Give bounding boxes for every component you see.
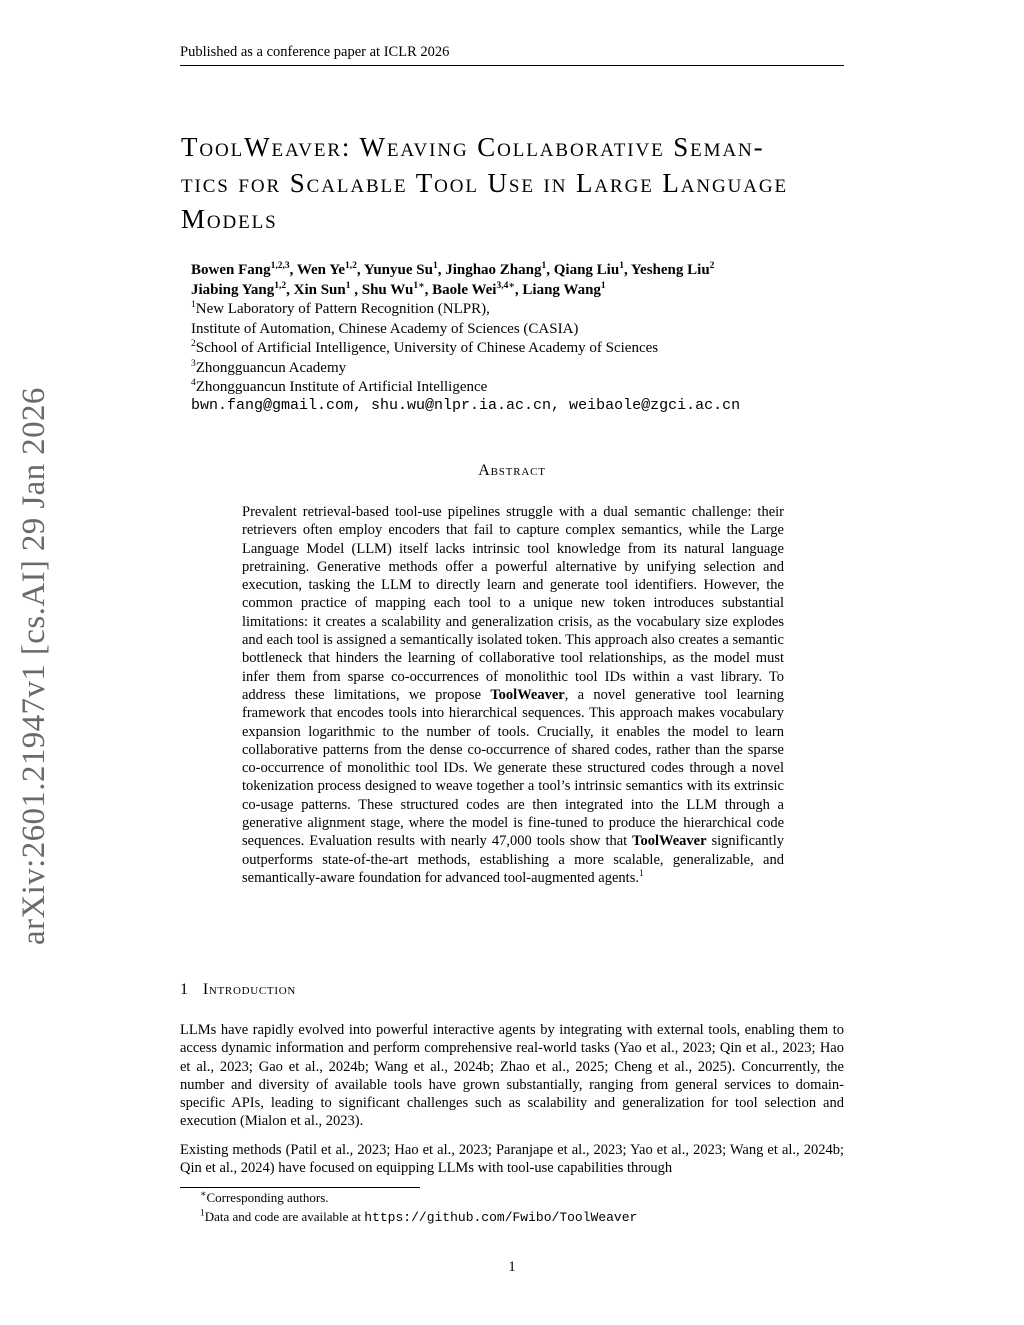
author-affil-sup: 1,2 <box>274 281 287 291</box>
author-affil-sup: 3,4∗ <box>496 281 515 291</box>
author-name: Shu Wu <box>361 282 414 298</box>
footnote-mark: ∗ <box>200 1189 207 1200</box>
code-url-link[interactable]: https://github.com/Fwibo/ToolWeaver <box>364 1210 638 1225</box>
page-number: 1 <box>508 1259 516 1275</box>
affiliation-text: Zhongguancun Institute of Artificial Intelligence <box>195 379 488 395</box>
title-line-2: tics for Scalable Tool Use in Large Language <box>181 168 789 198</box>
author-affil-sup: 2 <box>709 261 715 271</box>
paper-title <box>181 129 851 237</box>
author-affil-sup: 1,2,3 <box>270 261 290 271</box>
author-name: Baole Wei <box>432 282 497 298</box>
affiliation-text: Zhongguancun Academy <box>195 359 347 376</box>
affiliation-text: Institute of Automation, Chinese Academy of Sciences (CASIA) <box>191 320 579 337</box>
affiliation-sup: 4 <box>191 378 196 388</box>
abstract-method-name: ToolWeaver <box>632 833 707 850</box>
footnote-mark: 1 <box>200 1208 205 1219</box>
author-name: Bowen Fang <box>191 262 271 278</box>
abstract-text: Prevalent retrieval-based tool-use pipelines struggle with a dual semantic challenge: their retrievers often employ encoders that fail to capture complex semantics, while the Large Language Model (LLM) itself lacks intrinsic tool knowledge from its natural language pretraining. Generative methods offer a powerful alternative by unifying selection and execution, tasking the LLM to directly learn and generate tool identifiers. However, the common practice of mapping each tool to a unique new token introduces substantial limitations: it creates a scalability and generalization crisis, as the vocabulary size explodes and each tool is assigned a semantically isolated token. This approach also creates a semantic bottleneck that hinders the learning of collaborative tool relationships, as the model must infer them from sparse co-occurrences of monolithic tool IDs within a vast library. To address these limitations, we propose <box>242 504 784 703</box>
author-affil-sup: 1 <box>541 261 547 271</box>
footnote-text: Data and code are available at <box>204 1209 365 1224</box>
affiliation-text: School of Artificial Intelligence, University of Chinese Academy of Sciences <box>195 340 659 356</box>
abstract-heading: Abstract <box>478 462 546 479</box>
intro-paragraph-2: Existing methods (Patil et al., 2023; Hao et al., 2023; Paranjape et al., 2023; Yao et al., 2023; Wang et al., 2024b; Qin et al., 2024) have focused on equipping LLMs with tool-use capabilities through <box>180 1142 844 1177</box>
author-name: Yesheng Liu <box>630 262 710 278</box>
section-heading-introduction <box>180 981 844 999</box>
author-emails[interactable]: bwn.fang@gmail.com, shu.wu@nlpr.ia.ac.cn, weibaole@zgci.ac.cn <box>191 397 741 414</box>
author-affil-sup: 1 <box>432 261 438 271</box>
title-line-3: Models <box>181 204 278 234</box>
author-name: Xin Sun <box>293 282 346 298</box>
footnote-corresponding <box>200 1190 840 1206</box>
author-name: Jinghao Zhang <box>445 262 542 278</box>
author-name: Jiabing Yang <box>191 282 275 298</box>
author-name: Yunyue Su <box>363 262 433 278</box>
running-header: Published as a conference paper at ICLR 2026 <box>180 44 450 60</box>
author-affil-sup: 1 <box>345 281 351 291</box>
affiliation-line <box>191 300 851 320</box>
author-line-2: Jiabing Yang$^{1,2}$, Xin Sun$^1$ , Shu $Wu^{1∗}$, Baole Wei$^{3,4∗}$, Liang Wang$^1$ <box>191 281 606 298</box>
abstract-text: , a novel generative tool learning framework that encodes tools into hierarchical sequences. This approach makes vocabulary expansion logarithmic to the number of tools. Crucially, it enables the model to learn collaborative patterns from the dense co-occurrence of shared codes, rather than the sparse co-occurrence of monolithic tool IDs. We generate these structured codes through a novel tokenization process designed to weave together a tool’s intrinsic semantics with its extrinsic co-usage patterns. These structured codes are then integrated into the LLM through a generative alignment stage, where the model is fine-tuned to produce the hierarchical code sequences. Evaluation results with nearly 47,000 tools show that <box>242 686 785 850</box>
affiliation-sup: 2 <box>191 339 196 349</box>
section-title: Introduction <box>202 981 296 998</box>
author-name: Qiang Liu <box>553 262 620 278</box>
footnote-ref[interactable]: 1 <box>638 869 644 880</box>
footnote-rule <box>180 1187 420 1188</box>
header-rule <box>180 65 844 66</box>
affiliation-text: New Laboratory of Pattern Recognition (NLPR), <box>195 301 490 317</box>
abstract-body <box>242 503 784 887</box>
affiliation-sup: 3 <box>191 358 196 369</box>
arxiv-stamp[interactable]: arXiv:2601.21947v1 [cs.AI] 29 Jan 2026 <box>16 387 52 945</box>
affiliation-line <box>191 359 851 379</box>
intro-paragraph-1: LLMs have rapidly evolved into powerful interactive agents by integrating with external tools, enabling them to access dynamic information and perform comprehensive real-world tasks (Yao et al., 2023; Qin et al., 2023; Hao et al., 2023; Gao et al., 2024b; Wang et al., 2024b; Zhao et al., 2025; Cheng et al., 2025). Concurrently, the number and diversity of available tools have grown substantially, ranging from general services to domain-specific APIs, leading to significant challenges such as scalability and generalization for tool selection and execution (Mialon et al., 2023). <box>180 1022 844 1130</box>
abstract-text: significantly outperforms state-of-the-art methods, establishing a more scalable, generalizable, and semantically-aware foundation for advanced tool-augmented agents. <box>242 833 784 886</box>
author-affil-sup: 1∗ <box>413 281 425 291</box>
author-name: Liang Wang <box>522 282 601 298</box>
author-affil-sup: 1 <box>600 281 606 291</box>
affiliation-line <box>191 339 851 359</box>
section-number: 1 <box>180 981 189 998</box>
affiliation-list <box>191 300 851 398</box>
title-line-1: ToolWeaver: Weaving Collaborative Seman- <box>181 132 765 162</box>
affiliation-line <box>191 320 851 340</box>
footnote-text: Corresponding authors. <box>206 1190 329 1205</box>
author-line-1: Bowen Fang$^{1,2,3}$, Wen Ye$^{1,2}$, Yunyue Su$^1$, Jinghao Zhang$^1$, Qiang Liu$^1$, Yesheng Liu$^2$ <box>191 261 715 278</box>
author-affil-sup: 1 <box>619 261 624 271</box>
affiliation-line <box>191 378 851 398</box>
abstract-method-name: ToolWeaver <box>490 686 565 703</box>
author-affil-sup: 1,2 <box>345 261 357 271</box>
footnote-code-link <box>200 1209 840 1225</box>
author-list <box>191 260 851 300</box>
author-name: Wen Ye <box>296 262 346 278</box>
affiliation-sup: 1 <box>191 300 196 310</box>
